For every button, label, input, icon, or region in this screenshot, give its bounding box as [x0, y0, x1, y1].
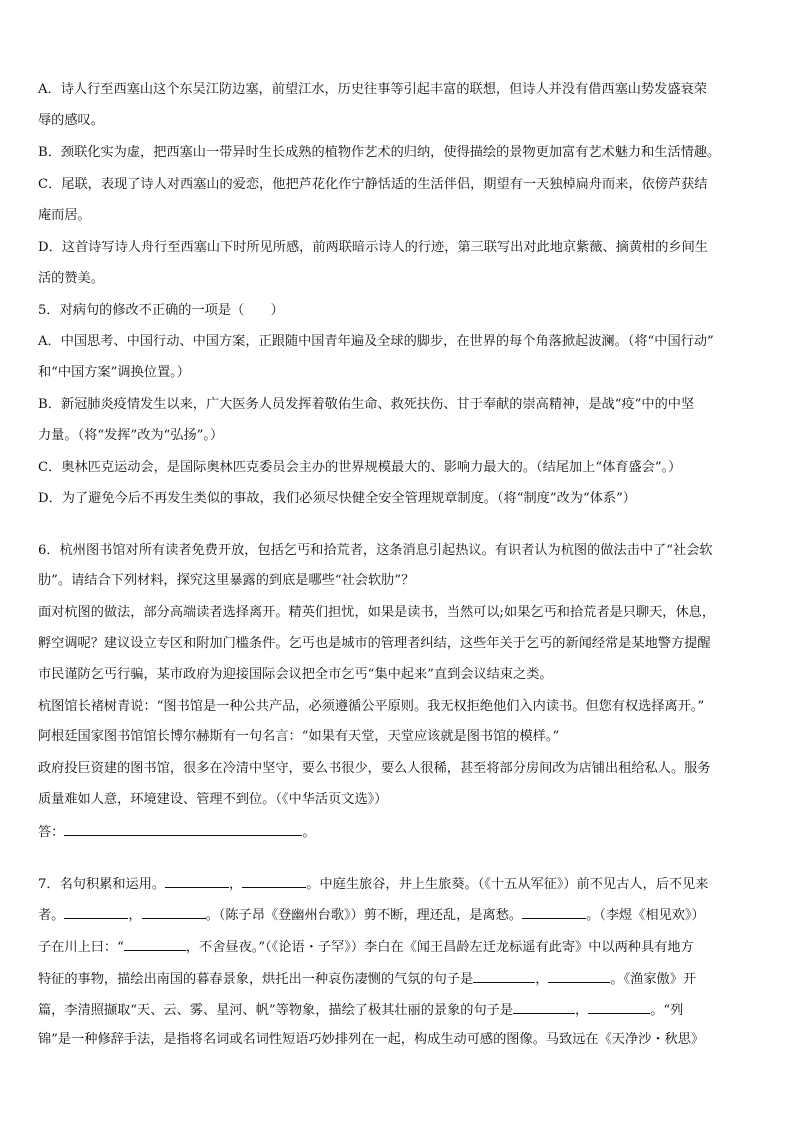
- q5-stem: 5．对病句的修改不正确的一项是（ ）: [38, 303, 284, 318]
- fill-blank[interactable]: [64, 903, 128, 919]
- q6-answer-line: 答： 。: [38, 820, 316, 842]
- q7-line-1: 7．名句积累和运用。 ， 。中庭生旅谷，井上生旅葵。（《十五从军征》）前不见古人，后不见来: [38, 872, 708, 894]
- q7-line-3: 子在川上曰：“ ，不舍昼夜。”（《论语・子罕》）李白在《闻王昌龄左迁龙标遥有此寄》中以两种具有地方: [38, 935, 694, 957]
- q6-stem-cont: 肋”。请结合下列材料，探究这里暴露的到底是哪些“社会软肋”？: [38, 573, 415, 588]
- fill-blank[interactable]: [548, 967, 610, 983]
- q4-option-c: C．尾联，表现了诗人对西塞山的爱恋，他把芦花化作宁静恬适的生活伴侣，期望有一天独棹扁舟而来，依傍芦获结: [38, 177, 708, 192]
- fill-blank[interactable]: [242, 872, 306, 888]
- q6-material-line: 市民谨防乞丐行骗，某市政府为迎接国际会议把全市乞丐“集中起来”直到会议结束之类。: [38, 667, 553, 682]
- fill-blank[interactable]: [165, 872, 229, 888]
- q4-option-c-cont: 庵而居。: [38, 208, 91, 223]
- q5-option-a: A．中国思考、中国行动、中国方案，正跟随中国青年遍及全球的脚步，在世界的每个角落掀起波澜。（将“中国行动”: [38, 334, 714, 349]
- fill-blank[interactable]: [142, 903, 206, 919]
- answer-blank[interactable]: [64, 820, 302, 836]
- q5-option-b-cont: 力量。（将“发挥”改为“弘扬”。）: [38, 428, 224, 443]
- q7-line-5: 篇，李清照撷取“天、云、雾、星河、帆”等物象，描绘了极其壮丽的景象的句子是 ， 。“列: [38, 998, 683, 1020]
- fill-blank[interactable]: [522, 903, 586, 919]
- fill-blank[interactable]: [513, 998, 575, 1014]
- q6-material-line: 孵空调呢？建议设立专区和附加门槛条件。乞丐也是城市的管理者纠结，这些年关于乞丐的新闻经常是某地警方提醒: [38, 636, 711, 651]
- q4-option-b: B．颈联化实为虚，把西塞山一带异时生长成熟的植物作艺术的归纳，使得描绘的景物更加富有艺术魅力和生活情趣。: [38, 145, 721, 160]
- q4-option-d-cont: 活的赞美。: [38, 271, 104, 286]
- q4-option-a-cont: 辱的感叹。: [38, 113, 104, 128]
- q6-material-line: 政府投巨资建的图书馆，很多在冷清中坚守，要么书很少，要么人很稀，甚至将部分房间改为店铺出租给私人。服务: [38, 761, 711, 776]
- q6-material-line: 杭图馆长褚树青说：“图书馆是一种公共产品，必须遵循公平原则。我无权拒绝他们入内读书。但您有权选择离开。”: [38, 699, 705, 714]
- fill-blank[interactable]: [124, 935, 186, 951]
- q6-material-line: 阿根廷国家图书馆馆长博尔赫斯有一句名言：“如果有天堂，天堂应该就是图书馆的模样。”: [38, 729, 560, 744]
- answer-label: 答：: [38, 825, 65, 840]
- q7-line-6: 锦”是一种修辞手法，是指将名词或名词性短语巧妙排列在一起，构成生动可感的图像。马致远在《天净沙・秋思》: [38, 1032, 705, 1047]
- q5-option-d: D．为了避免今后不再发生类似的事故，我们必须尽快健全安全管理规章制度。（将“制度”改为“体系”）: [38, 491, 636, 506]
- fill-blank[interactable]: [473, 967, 535, 983]
- q7-line-2: 者。 ， 。（陈子昂《登幽州台歌》）剪不断，理还乱，是离愁。 。（李煜《相见欢》）: [38, 903, 705, 925]
- q4-option-d: D．这首诗写诗人舟行至西塞山下时所见所感，前两联暗示诗人的行迹，第三联写出对此地京紫薇、摘黄柑的乡间生: [38, 240, 708, 255]
- q5-option-c: C．奥林匹克运动会，是国际奥林匹克委员会主办的世界规模最大的、影响力最大的。（结尾加上“体育盛会”。）: [38, 460, 682, 475]
- q6-stem: 6．杭州图书馆对所有读者免费开放，包括乞丐和拾荒者，这条消息引起热议。有识者认为杭图的做法击中了“社会软: [38, 543, 713, 558]
- q6-material-line: 面对杭图的做法，部分高端读者选择离开。精英们担忧，如果是读书，当然可以;如果乞丐和拾荒者是只聊天，休息，: [38, 605, 716, 620]
- q5-option-b: B．新冠肺炎疫情发生以来，广大医务人员发挥着敬佑生命、救死扶伤、甘于奉献的崇高精神，是战“疫”中的中坚: [38, 397, 695, 412]
- q6-material-line: 质量难如人意，环境建设、管理不到位。（《中华活页文选》）: [38, 792, 388, 807]
- q5-option-a-cont: 和“中国方案”调换位置。）: [38, 365, 190, 380]
- q7-line-4: 特征的事物，描绘出南国的暮春景象，烘托出一种哀伤凄恻的气氛的句子是 ， 。《渔家傲》开: [38, 967, 696, 989]
- fill-blank[interactable]: [588, 998, 650, 1014]
- q4-option-a: A．诗人行至西塞山这个东吴江防边塞，前望江水，历史往事等引起丰富的联想，但诗人并没有借西塞山势发盛衰荣: [38, 82, 707, 97]
